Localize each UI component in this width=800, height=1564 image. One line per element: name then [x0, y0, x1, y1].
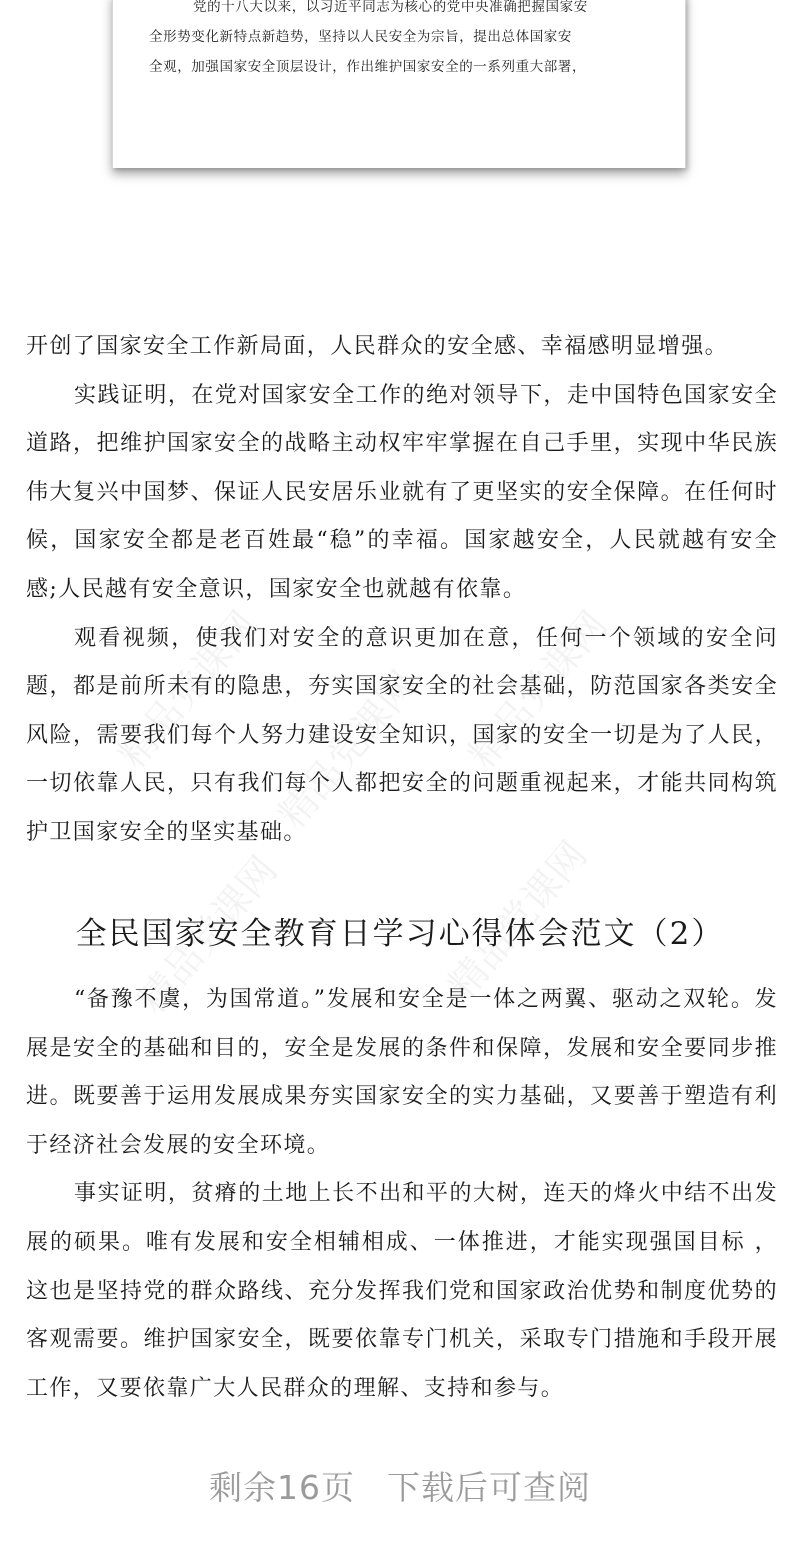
paragraph: “备豫不虞，为国常道。”发展和安全是一体之两翼、驱动之双轮。发展是安全的基础和目的，安全是发展的条件和保障，发展和安全要同步推进。既要善于运用发展成果夯实国家安全的实力基础，又要善于塑造有利于经济社会发展的安全环境。	[26, 987, 778, 1158]
paragraph: 事实证明，贫瘠的土地上长不出和平的大树，连天的烽火中结不出发展的硕果。唯有发展和安全相辅相成、一体推进，才能实现强国目标 ，这也是坚持党的群众路线、充分发挥我们党和国家政治优势和制度优势的客观需要。维护国家安全，既要依靠专门机关，采取专门措施和手段开展工作，又要依靠广大人民群众的理解、支持和参与。	[26, 1181, 778, 1401]
preview-line: 全观，加强国家安全顶层设计，作出维护国家安全的一系列重大部署，	[149, 59, 587, 75]
section-title: 全民国家安全教育日学习心得体会范文（2）	[75, 916, 725, 952]
preview-page-card	[112, 0, 686, 168]
preview-page-text	[149, 0, 649, 82]
paragraph: 观看视频，使我们对安全的意识更加在意，任何一个领域的安全问题，都是前所未有的隐患，夯实国家安全的社会基础，防范国家各类安全风险，需要我们每个人努力建设安全知识，国家的安全一切是为了人民，一切依靠人民，只有我们每个人都把安全的问题重视起来，才能共同构筑护卫国家安全的坚实基础。	[26, 625, 778, 845]
watermark: 精品党课网	[109, 602, 266, 777]
download-to-view-label: 下载后可查阅	[387, 1468, 591, 1507]
paragraph: 实践证明，在党对国家安全工作的绝对领导下，走中国特色国家安全道路，把维护国家安全的战略主动权牢牢掌握在自己手里，实现中华民族伟大复兴中国梦、保证人民安居乐业就有了更坚实的安全保障。在任何时候，国家安全都是老百姓最“稳”的幸福。国家越安全，人民就越有安全感;人民越有安全意识，国家安全也就越有依靠。	[26, 382, 778, 602]
article-body-part2	[26, 976, 778, 1413]
watermark: 精品党课网	[129, 847, 286, 1022]
download-prompt[interactable]	[0, 1462, 800, 1509]
preview-line: 全形势变化新特点新趋势，坚持以人民安全为宗旨，提出总体国家安	[149, 29, 572, 45]
watermark: 精品党课网	[459, 602, 616, 777]
paragraph: 开创了国家安全工作新局面，人民群众的安全感、幸福感明显增强。	[26, 334, 729, 359]
watermark: 精品党课网	[439, 832, 596, 1007]
remaining-pages-label: 剩余16页	[209, 1468, 355, 1507]
article-body-part1	[26, 323, 778, 858]
watermark: 精品党课网	[269, 662, 426, 837]
preview-line: 党的十八大以来，以习近平同志为核心的党中央准确把握国家安	[193, 0, 588, 15]
